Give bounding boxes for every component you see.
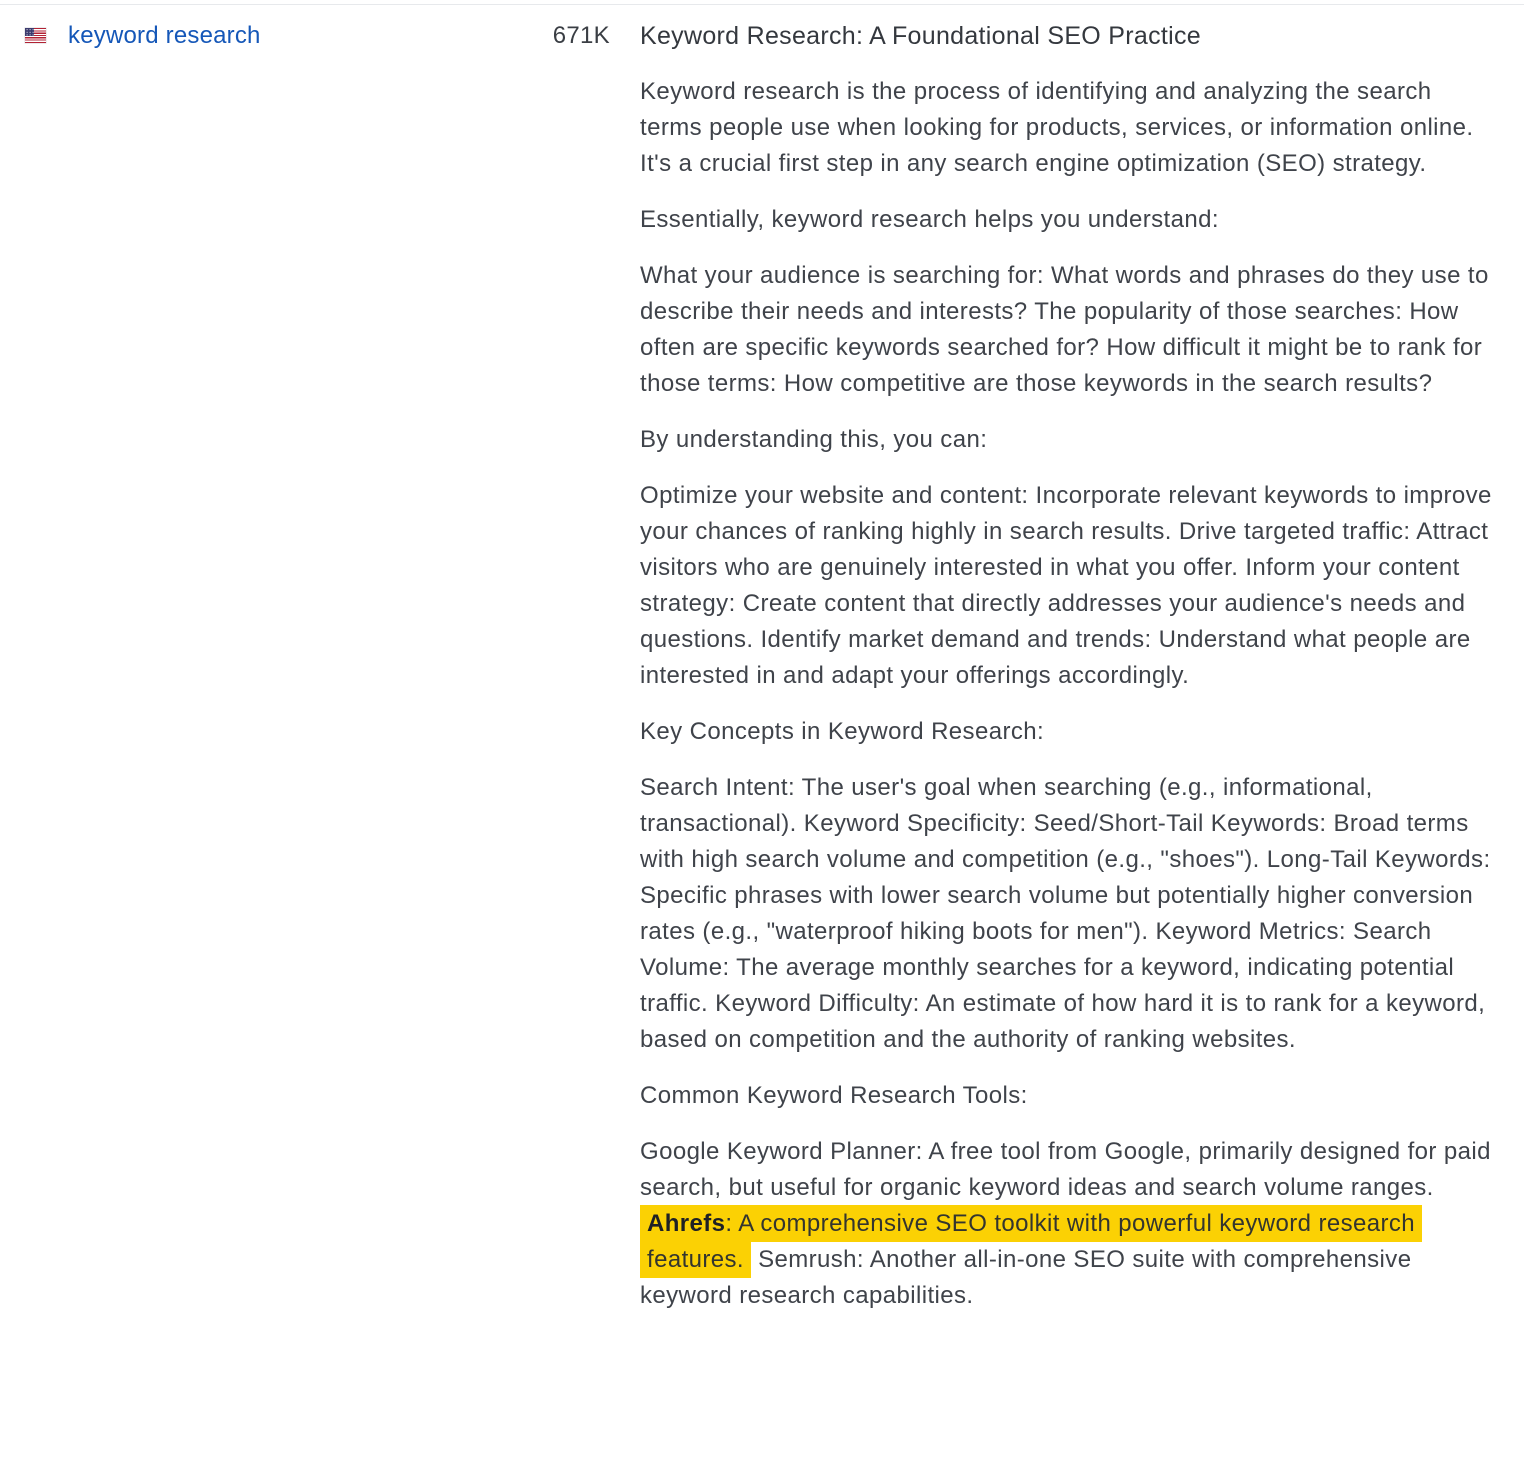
tools-text-after-highlight: Semrush: Another all-in-one SEO suite with comprehensive keyword research capabilities. bbox=[640, 1246, 1412, 1309]
keyword-cell bbox=[0, 18, 430, 54]
overview-paragraph-intro: Keyword research is the process of identifying and analyzing the search terms people use when looking for products, services, or information online. It's a crucial first step in any search engine optimization (SEO) strategy. bbox=[640, 78, 1474, 177]
row-top-divider bbox=[0, 4, 1524, 5]
overview-paragraph-audience: What your audience is searching for: What words and phrases do they use to describe their needs and interests? The popularity of those searches: How often are specific keywords searched for? How difficult it might be to rank for those terms: How competitive are those keywords in the search results? bbox=[640, 262, 1489, 397]
keyword-link[interactable]: keyword research bbox=[68, 22, 261, 49]
ahrefs-highlight-bold: Ahrefs bbox=[647, 1210, 726, 1237]
overview-paragraph-tools bbox=[640, 1134, 1492, 1314]
search-volume-value: 671K bbox=[552, 22, 610, 49]
overview-paragraph-essentially: Essentially, keyword research helps you understand: bbox=[640, 206, 1219, 233]
overview-paragraph-optimize: Optimize your website and content: Incorporate relevant keywords to improve your chances of ranking highly in search results. Drive targeted traffic: Attract visitors who are genuinely interested in what you offer. Inform your content strategy: Create content that directly addresses your audience's needs and questions. Identify market demand and trends: Understand what people are interested in and adapt your offerings accordingly. bbox=[640, 482, 1492, 689]
overview-paragraph-key-concepts: Search Intent: The user's goal when searching (e.g., informational, transactional). Keyword Specificity: Seed/Short-Tail Keywords: Broad terms with high search volume and competition (e.g., "shoes"). Long-Tail Keywords: Specific phrases with lower search volume but potentially higher conversion rates (e.g., "waterproof hiking boots for men"). Keyword Metrics: Search Volume: The average monthly searches for a keyword, indicating potential traffic. Keyword Difficulty: An estimate of how hard it is to rank for a keyword, based on competition and the authority of ranking websites. bbox=[640, 774, 1491, 1053]
us-flag-icon bbox=[25, 28, 46, 43]
overview-paragraph-tools-heading: Common Keyword Research Tools: bbox=[640, 1082, 1028, 1109]
us-flag-canton bbox=[25, 28, 34, 36]
overview-title: Keyword Research: A Foundational SEO Practice bbox=[640, 22, 1202, 50]
overview-paragraph-by-understanding: By understanding this, you can: bbox=[640, 426, 988, 453]
ai-overview-content bbox=[640, 18, 1492, 1314]
tools-text-before-highlight: Google Keyword Planner: A free tool from Google, primarily designed for paid search, but useful for organic keyword ideas and search volume ranges. bbox=[640, 1138, 1491, 1201]
ahrefs-highlight-rest: : A comprehensive SEO toolkit with powerful keyword research features. bbox=[647, 1210, 1416, 1273]
overview-paragraph-key-concepts-heading: Key Concepts in Keyword Research: bbox=[640, 718, 1045, 745]
